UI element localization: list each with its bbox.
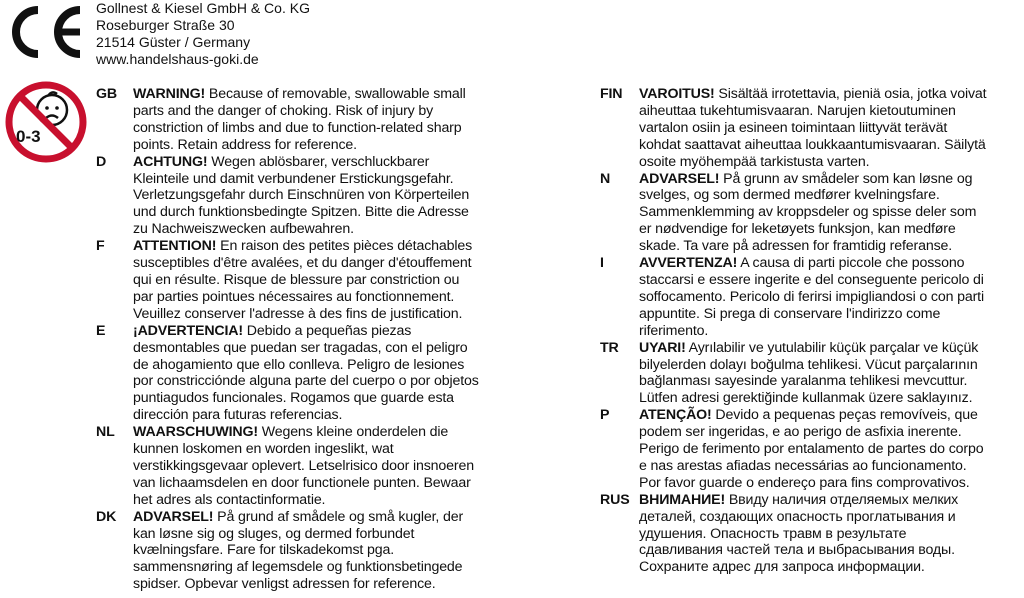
warning-p xyxy=(600,407,1024,492)
warning-line: susceptibles d'être avalées, et du danger d'étouffement xyxy=(133,255,472,272)
warning-line: de ahogamiento que ello conlleva. Peligro de lesiones xyxy=(133,356,465,373)
warning-text xyxy=(133,154,516,239)
warning-line: points. Retain address for reference. xyxy=(133,136,357,153)
warning-line xyxy=(133,238,516,255)
warning-line-text: Debido a pequeñas piezas xyxy=(242,322,412,339)
warning-line: kohdat saattavat aiheuttaa loukkaantumisvaaran. Säilytä xyxy=(639,136,986,153)
warning-line: Сохраните адрес для запроса информации. xyxy=(639,559,925,576)
warning-line: Lütfen adresi gerektiğinde kullanmak üzere saklayınız. xyxy=(639,390,973,407)
warning-line: удушения. Опасность травм в результате xyxy=(639,525,907,542)
language-code: GB xyxy=(96,86,117,102)
warning-line: verstikkingsgevaar oplevert. Letselrisico door insnoeren xyxy=(133,457,474,474)
warning-line: appuntite. Si prega di conservare l'indirizzo come xyxy=(639,305,941,322)
street: Roseburger Straße 30 xyxy=(96,17,235,33)
warning-line: vartalon osiin ja esineen toimintaan liittyvät terävät xyxy=(639,119,948,136)
warning-line: Perigo de ferimento por entalamento de partes do corpo xyxy=(639,441,984,458)
warning-line: kunnen loskomen en worden ingeslikt, wat xyxy=(133,441,394,458)
warning-line: dirección para futuras referencias. xyxy=(133,407,343,424)
warning-line-text: Ввиду наличия отделяемых мелких xyxy=(725,491,959,508)
language-code: E xyxy=(96,322,106,339)
warning-line: soffocamento. Pericolo di ferirsi impigliandosi o con parti xyxy=(639,288,984,305)
warning-line-text: På grunn av smådeler som kan løsne og xyxy=(719,170,973,187)
warning-line xyxy=(133,424,516,441)
city: 21514 Güster / Germany xyxy=(96,34,251,50)
warning-e xyxy=(96,323,516,424)
warning-line xyxy=(639,255,1024,272)
warning-rus xyxy=(600,492,1024,577)
warning-line: und durch funktionsbedingte Spitzen. Bitte die Adresse xyxy=(133,204,469,221)
warning-heading: ВНИМАНИЕ! xyxy=(639,491,726,508)
warning-line xyxy=(639,86,1024,103)
warning-line: van lichaamsdelen en door functionele punten. Bewaar xyxy=(133,474,471,491)
warning-i xyxy=(600,255,1024,340)
warning-line xyxy=(639,407,1024,424)
warning-line: desmontables que puedan ser tragadas, con el peligro xyxy=(133,339,468,356)
warning-d xyxy=(96,154,516,239)
warning-nl xyxy=(96,424,516,509)
company-name: Gollnest & Kiesel GmbH & Co. KG xyxy=(96,0,310,16)
warning-line: osoite myöhempää tarkistusta varten. xyxy=(639,153,870,170)
warning-line: podem ser ingeridas, e ao perigo de asfixia inerente. xyxy=(639,424,962,441)
warning-tr xyxy=(600,340,1024,408)
warning-text xyxy=(133,509,516,594)
warning-line: svelges, og som dermed medfører kvelningsfare. xyxy=(639,187,940,204)
warning-line-text: Devido a pequenas peças removíveis, que xyxy=(711,407,978,424)
warning-line-text: På grund af smådele og små kugler, der xyxy=(213,508,464,525)
warning-heading: ACHTUNG! xyxy=(133,153,208,170)
warning-text xyxy=(639,492,1024,577)
warning-gb xyxy=(96,86,516,154)
warning-line xyxy=(133,154,516,171)
warning-line: Sammenklemming av kroppsdeler og spisse deler som xyxy=(639,204,977,221)
warning-heading: AVVERTENZA! xyxy=(639,255,738,272)
warning-line-text: Ayrılabilir ve yutulabilir küçük parçalar ve küçük xyxy=(685,339,979,356)
warning-line-text: Wegens kleine onderdelen die xyxy=(257,424,449,441)
warning-line: qui en résulte. Risque de blessure par constriction ou xyxy=(133,271,460,288)
age-warning-icon xyxy=(4,80,88,164)
warning-line-text: En raison des petites pièces détachables xyxy=(216,238,473,255)
warning-heading: ATENÇÃO! xyxy=(639,407,712,424)
warning-line: сдавливания частей тела и выбрасывания воды. xyxy=(639,542,955,559)
warning-heading: WARNING! xyxy=(133,86,206,102)
language-code: DK xyxy=(96,508,117,525)
website: www.handelshaus-goki.de xyxy=(96,51,259,67)
warning-text xyxy=(133,424,516,509)
warning-text xyxy=(639,255,1024,340)
warning-heading: ATTENTION! xyxy=(133,238,217,255)
language-code: N xyxy=(600,170,611,187)
warning-text xyxy=(639,86,1024,171)
manufacturer-address xyxy=(96,0,310,68)
warning-text xyxy=(639,171,1024,256)
warning-line: kvælningsfare. Fare for tilskadekomst pga. xyxy=(133,542,395,559)
warning-line: zu Nachweiszwecken aufbewahren. xyxy=(133,221,354,238)
warnings-right-column xyxy=(600,86,1024,576)
warning-line: par parties pointues nécessaires au fonctionnement. xyxy=(133,288,455,305)
warning-line xyxy=(133,86,516,103)
warning-line-text: Sisältää irrotettavia, pieniä osia, jotka voivat xyxy=(714,86,987,102)
warning-text xyxy=(133,238,516,323)
warning-heading: WAARSCHUWING! xyxy=(133,424,258,441)
warning-line: er nødvendige for leketøyets funksjon, kan medføre xyxy=(639,221,956,238)
warning-line-text: A causa di parti piccole che possono xyxy=(737,255,965,272)
warning-heading: VAROITUS! xyxy=(639,86,715,102)
warning-line: Veuillez conserver l'adresse à des fins de justification. xyxy=(133,305,463,322)
warning-line: parts and the danger of choking. Risk of injury by xyxy=(133,102,434,119)
warning-n xyxy=(600,171,1024,256)
warning-line: деталей, создающих опасность проглатывания и xyxy=(639,508,956,525)
warning-line: Kleinteile und damit verbundener Erstickungsgefahr. xyxy=(133,170,454,187)
warning-line: e nas arestas afiadas necessárias ao funcionamento. xyxy=(639,457,967,474)
warning-heading: ADVARSEL! xyxy=(639,170,720,187)
ce-mark-icon xyxy=(4,4,86,60)
language-code: FIN xyxy=(600,86,623,102)
warning-text xyxy=(639,340,1024,408)
warning-line: Por favor guarde o endereço para fins comprovativos. xyxy=(639,474,970,491)
warning-line: kan løsne sig og sluges, og dermed forbundet xyxy=(133,525,415,542)
language-code: TR xyxy=(600,339,619,356)
language-code: F xyxy=(96,238,105,255)
warning-line xyxy=(133,323,516,340)
warning-dk xyxy=(96,509,516,594)
warning-line: aiheuttaa tukehtumisvaaran. Narujen kietoutuminen xyxy=(639,102,956,119)
warning-line: sammensnøring af legemsdele og funktionsbetingede xyxy=(133,559,463,576)
warning-line-text: Because of removable, swallowable small xyxy=(205,86,466,102)
warning-line: bilyelerden dolayı boğulma tehlikesi. Vücut parçalarının xyxy=(639,356,978,373)
warning-line: spidser. Opbevar venligst adressen for reference. xyxy=(133,576,436,593)
language-code: I xyxy=(600,255,604,272)
warning-line xyxy=(639,171,1024,188)
warning-line: puntiagudos funcionales. Rogamos que guarde esta xyxy=(133,390,454,407)
age-range-label: 0-3 xyxy=(16,127,41,146)
warning-text xyxy=(133,86,516,154)
warning-f xyxy=(96,238,516,323)
warning-line: het adres als contactinformatie. xyxy=(133,491,326,508)
language-code: D xyxy=(96,153,107,170)
warning-line xyxy=(639,492,1024,509)
language-code: P xyxy=(600,407,610,424)
language-code: RUS xyxy=(600,491,630,508)
warning-line: riferimento. xyxy=(639,322,709,339)
warnings-left-column xyxy=(96,86,516,593)
warning-text xyxy=(639,407,1024,492)
warning-line-text: Wegen ablösbarer, verschluckbarer xyxy=(207,153,430,170)
warning-heading: UYARI! xyxy=(639,339,686,356)
warning-line: bağlanması sayesinde yaralanma tehlikesi mevcuttur. xyxy=(639,373,968,390)
warning-line: Verletzungsgefahr durch Einschnüren von Körperteilen xyxy=(133,187,470,204)
warning-line xyxy=(133,509,516,526)
warning-heading: ¡ADVERTENCIA! xyxy=(133,322,243,339)
warning-line: staccarsi e essere ingerite e del conseguente pericolo di xyxy=(639,271,984,288)
language-code: NL xyxy=(96,424,115,441)
warning-line: por constricciónde alguna parte del cuerpo o por objetos xyxy=(133,373,479,390)
warning-fin xyxy=(600,86,1024,171)
warning-line: skade. Ta vare på adressen for framtidig referanse. xyxy=(639,238,953,255)
warning-line xyxy=(639,340,1024,357)
warning-line: constriction of limbs and due to function-related sharp xyxy=(133,119,462,136)
warning-text xyxy=(133,323,516,424)
warning-heading: ADVARSEL! xyxy=(133,508,214,525)
